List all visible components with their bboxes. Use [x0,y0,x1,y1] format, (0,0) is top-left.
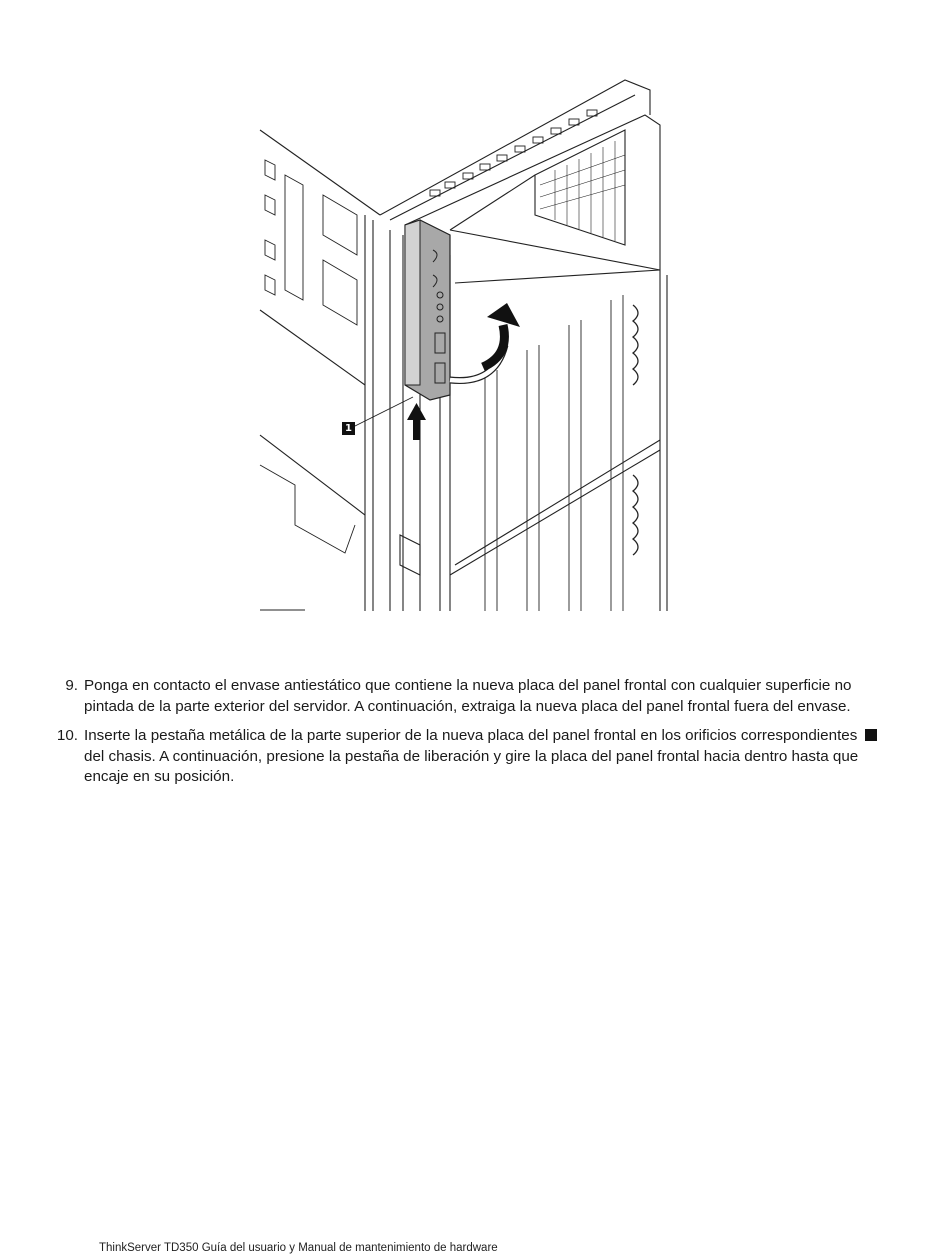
up-arrow-icon [407,403,426,440]
page-footer: ThinkServer TD350 Guía del usuario y Manual de mantenimiento de hardware [99,1242,498,1254]
callout-marker: 1 [342,422,355,435]
step-text-after: del chasis. A continuación, presione la pestaña de liberación y gire la placa del panel frontal hacia dentro hasta que encaje en su posición. [84,747,859,785]
rotation-arrow-icon [483,303,520,367]
instruction-steps [50,676,880,797]
chassis-line-drawing [255,55,675,615]
step-number: 9. [65,677,78,694]
step-item [50,726,880,788]
step-text-before: Inserte la pestaña metálica de la parte superior de la nueva placa del panel frontal en los orificios correspondientes [84,727,858,744]
step-item [50,676,880,717]
step-text: Ponga en contacto el envase antiestático que contiene la nueva placa del panel frontal con cualquier superficie no pintada de la parte exterior del servidor. A continuación, extraiga la nueva placa del panel frontal fuera del envase. [84,677,852,715]
front-panel-board [405,220,450,400]
callout-reference-icon [865,729,877,741]
front-panel-board-illustration [255,55,675,615]
step-number: 10. [56,727,78,744]
step-text [84,726,880,788]
